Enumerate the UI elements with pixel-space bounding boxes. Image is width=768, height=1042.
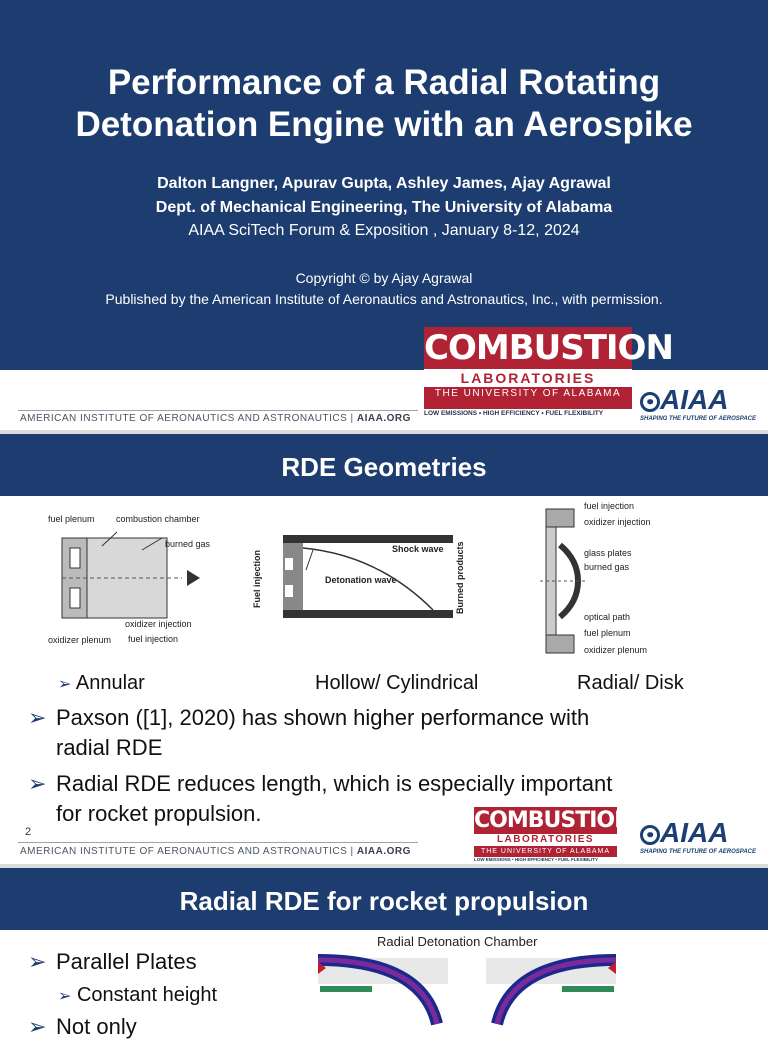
bullet-parallel-plates-text: Parallel Plates bbox=[56, 949, 197, 974]
label-detonation-wave: Detonation wave bbox=[325, 575, 397, 585]
combustion-laboratories-logo bbox=[424, 327, 673, 409]
label-optical-path: optical path bbox=[584, 612, 631, 622]
radial-rde-diagram bbox=[540, 505, 590, 655]
label-burned-products: Burned products bbox=[455, 541, 465, 614]
aiaa-logo-text: AIAA bbox=[660, 384, 729, 415]
logo-text-bottom: THE UNIVERSITY OF ALABAMA bbox=[434, 388, 622, 399]
footer-org-url: AIAA.ORG bbox=[356, 846, 411, 857]
bullet-paxson-line2: radial RDE bbox=[56, 735, 163, 760]
footer-divider bbox=[18, 410, 418, 411]
oxidizer-plenum-slot bbox=[70, 588, 80, 608]
title-line-1: Performance of a Radial Rotating bbox=[107, 63, 661, 102]
annular-rde-diagram bbox=[42, 508, 222, 653]
aiaa-logo-text: AIAA bbox=[660, 817, 729, 848]
geometry-type-annular: Annular bbox=[75, 672, 145, 694]
logo-text-middle: LABORATORIES bbox=[474, 834, 617, 846]
arrow-bullet-icon: ➢ bbox=[58, 988, 72, 1005]
arrow-bullet-icon: ➢ bbox=[58, 676, 72, 693]
label-glass-plates: glass plates bbox=[584, 548, 632, 558]
left-green-section bbox=[320, 986, 372, 992]
sub-bullet-annular bbox=[58, 672, 145, 695]
label-oxidizer-plenum: oxidizer plenum bbox=[48, 635, 112, 645]
publication-notice: Published by the American Institute of Aeronautics and Astronautics, Inc., with permission. bbox=[105, 291, 663, 307]
fuel-plenum-slot bbox=[70, 548, 80, 568]
aiaa-tagline: SHAPING THE FUTURE OF AEROSPACE bbox=[640, 849, 757, 855]
label-fuel-injection-vertical: Fuel injection bbox=[252, 549, 262, 608]
aiaa-emblem-icon bbox=[640, 825, 660, 845]
authors: Dalton Langner, Apurav Gupta, Ashley James, Ajay Agrawal bbox=[157, 175, 611, 192]
label-radial-oxidizer-plenum: oxidizer plenum bbox=[584, 645, 648, 655]
logo-text-bottom: THE UNIVERSITY OF ALABAMA bbox=[480, 848, 611, 855]
arrow-bullet-icon: ➢ bbox=[28, 949, 47, 974]
label-burned-gas: burned gas bbox=[165, 539, 211, 549]
footer-org-url: AIAA.ORG bbox=[356, 413, 411, 424]
detonation-wave-line bbox=[306, 550, 313, 570]
label-radial-oxidizer-injection: oxidizer injection bbox=[584, 517, 651, 527]
combustion-laboratories-logo-small bbox=[474, 807, 632, 857]
aiaa-logo bbox=[640, 818, 728, 848]
arrow-bullet-icon: ➢ bbox=[28, 1014, 47, 1039]
label-shock-wave: Shock wave bbox=[392, 544, 444, 554]
label-combustion-chamber: combustion chamber bbox=[116, 514, 200, 524]
label-radial-fuel-injection: fuel injection bbox=[584, 501, 635, 511]
right-green-section bbox=[562, 986, 614, 992]
bullet-paxson-line1: Paxson ([1], 2020) has shown higher performance with bbox=[56, 705, 590, 730]
logo-text-top: COMBUSTION bbox=[424, 328, 673, 368]
sub-bullet-constant-height-text: Constant height bbox=[76, 984, 218, 1006]
label-fuel-plenum: fuel plenum bbox=[48, 514, 95, 524]
footer-divider bbox=[18, 842, 418, 843]
conference-info: AIAA SciTech Forum & Exposition , January 8-12, 2024 bbox=[188, 222, 580, 239]
aiaa-emblem-icon bbox=[640, 392, 660, 412]
footer-org-name: AMERICAN INSTITUTE OF AERONAUTICS AND ASTRONAUTICS | bbox=[20, 413, 354, 424]
footer-org-name: AMERICAN INSTITUTE OF AERONAUTICS AND ASTRONAUTICS | bbox=[20, 846, 354, 857]
logo-tagline: LOW EMISSIONS • HIGH EFFICIENCY • FUEL FLEXIBILITY bbox=[424, 410, 604, 417]
logo-tagline: LOW EMISSIONS • HIGH EFFICIENCY • FUEL FLEXIBILITY bbox=[474, 857, 598, 862]
bullet-radial-line2: for rocket propulsion. bbox=[56, 801, 262, 826]
logo-text-middle: LABORATORIES bbox=[424, 369, 632, 387]
injector-block bbox=[283, 543, 303, 610]
slide-number: 2 bbox=[25, 826, 32, 838]
arrow-bullet-icon: ➢ bbox=[28, 705, 47, 730]
bullet-paxson bbox=[28, 703, 748, 763]
bullet-parallel-plates bbox=[28, 947, 288, 977]
bullet-radial-line1: Radial RDE reduces length, which is especially important bbox=[56, 771, 613, 796]
geometry-type-hollow: Hollow/ Cylindrical bbox=[315, 672, 479, 694]
upper-wall bbox=[283, 535, 453, 543]
slide-title-rde-geometries: RDE Geometries bbox=[281, 452, 487, 482]
title-slide-heading bbox=[0, 62, 768, 146]
diagram-title-radial-detonation-chamber: Radial Detonation Chamber bbox=[377, 934, 538, 949]
logo-text-top: COMBUSTION bbox=[474, 808, 632, 833]
bullet-not-only bbox=[28, 1012, 288, 1042]
flow-arrow-icon bbox=[187, 570, 200, 586]
bullet-not-only-text: Not only bbox=[56, 1014, 137, 1039]
aiaa-logo bbox=[640, 385, 728, 415]
arrow-bullet-icon: ➢ bbox=[28, 771, 47, 796]
radial-detonation-chamber-diagram bbox=[312, 950, 622, 1024]
title-line-2: Detonation Engine with an Aerospike bbox=[75, 105, 693, 144]
footer-org-text bbox=[20, 413, 411, 424]
aiaa-tagline: SHAPING THE FUTURE OF AEROSPACE bbox=[640, 416, 757, 422]
geometry-type-radial: Radial/ Disk bbox=[577, 672, 684, 694]
department: Dept. of Mechanical Engineering, The University of Alabama bbox=[155, 199, 613, 216]
slide-title-radial-rde-rocket: Radial RDE for rocket propulsion bbox=[179, 886, 589, 916]
sub-bullet-constant-height bbox=[58, 984, 217, 1007]
copyright-notice: Copyright © by Ajay Agrawal bbox=[295, 270, 473, 286]
label-fuel-injection: fuel injection bbox=[128, 634, 179, 644]
label-radial-burned-gas: burned gas bbox=[584, 562, 630, 572]
footer-org-text bbox=[20, 846, 411, 857]
label-radial-fuel-plenum: fuel plenum bbox=[584, 628, 631, 638]
label-oxidizer-injection: oxidizer injection bbox=[125, 619, 192, 629]
lower-wall bbox=[283, 610, 453, 618]
